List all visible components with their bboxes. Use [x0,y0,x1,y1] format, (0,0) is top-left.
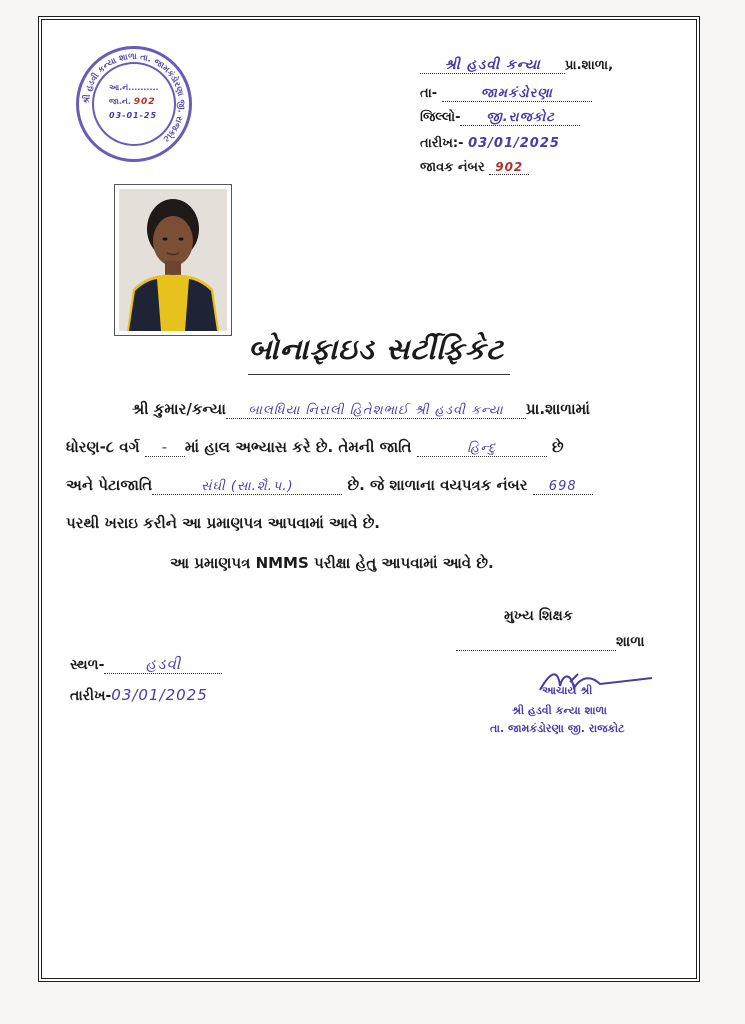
school-signature-line: શાળા [456,634,645,651]
student-photo-image [119,189,227,331]
sign-line-1: આચાર્ય શ્રી [542,684,593,697]
header-outward-line [420,160,529,175]
certificate-page [38,16,700,982]
caste-value: હિન્દુ [417,442,547,457]
district-label: જિલ્લો- [420,110,461,125]
student-photo [114,184,232,336]
division-value: - [145,439,185,457]
body-line-2: ધોરણ-૮ વર્ગ - માં હાલ અભ્યાસ કરે છે. તેમની જાતિ હિન્દુ છે [66,438,564,456]
sign-line-3: તા. જામકંડોરણા જી. રાજકોટ [490,722,625,735]
footer-date-line: તારીખ-03/01/2025 [70,686,208,704]
place-value: હડવી [104,656,222,674]
school-stamp [76,46,192,162]
header-date-line [420,136,560,151]
header-date-label: તારીખ:- [420,136,464,151]
sign-line-2: શ્રી હડવી કન્યા શાળા [512,704,607,717]
school-suffix: પ્રા.શાળા, [565,58,614,73]
stamp-line-3: 03-01-25 [109,111,158,120]
stamp-line-1: આ.નં.......... [109,83,159,92]
outward-value: 902 [489,161,529,175]
student-name-value: બાલધિયા નિરાલી હિતેશભાઈ શ્રી હડવી કન્યા [226,404,526,419]
stamp-line-2: જા.નં. 902 [109,97,156,107]
body-line-3: અને પેટાજાતિ સંઘી (સા.શૈ.પ.) છે. જે શાળાના વયપત્રક નંબર 698 [66,476,686,495]
outward-label: જાવક નંબર [420,160,485,175]
footer-date-value: 03/01/2025 [111,686,208,704]
body-line-1: શ્રી કુમાર/કન્યા બાલધિયા નિરાલી હિતેશભાઈ શ્રી હડવી કન્યા પ્રા.શાળામાં [132,400,590,418]
head-teacher-label: મુખ્ય શિક્ષક [504,608,573,624]
place-line: સ્થળ- હડવી [70,656,222,674]
header-date-value: 03/01/2025 [468,136,560,151]
taluka-label: તા- [420,86,438,101]
title-underline [248,374,510,375]
body-line-5: આ પ્રમાણપત્ર NMMS પરીક્ષા હેતુ આપવામાં આવે છે. [170,554,494,572]
header-district-line [420,110,580,126]
stamp-ring-text: શ્રી હડવી કન્યા શાળા તા. જામકંડોરણા જી. રાજકોટ [81,51,187,144]
school-name-value: શ્રી હડવી કન્યા [420,58,565,74]
subcaste-value: સંઘી (સા.શૈ.પ.) [152,480,342,495]
certificate-title: બોનાફાઇડ સર્ટીફિકેટ [248,332,504,366]
taluka-value: જામકંડોરણા [442,87,592,102]
district-value: જી.રાજકોટ [460,111,580,126]
gr-number-value: 698 [533,480,593,495]
header-taluka-line [420,86,592,102]
header-school-line [420,58,613,74]
body-line-4: પરથી ખરાઇ કરીને આ પ્રમાણપત્ર આપવામાં આવે છે. [66,514,380,532]
